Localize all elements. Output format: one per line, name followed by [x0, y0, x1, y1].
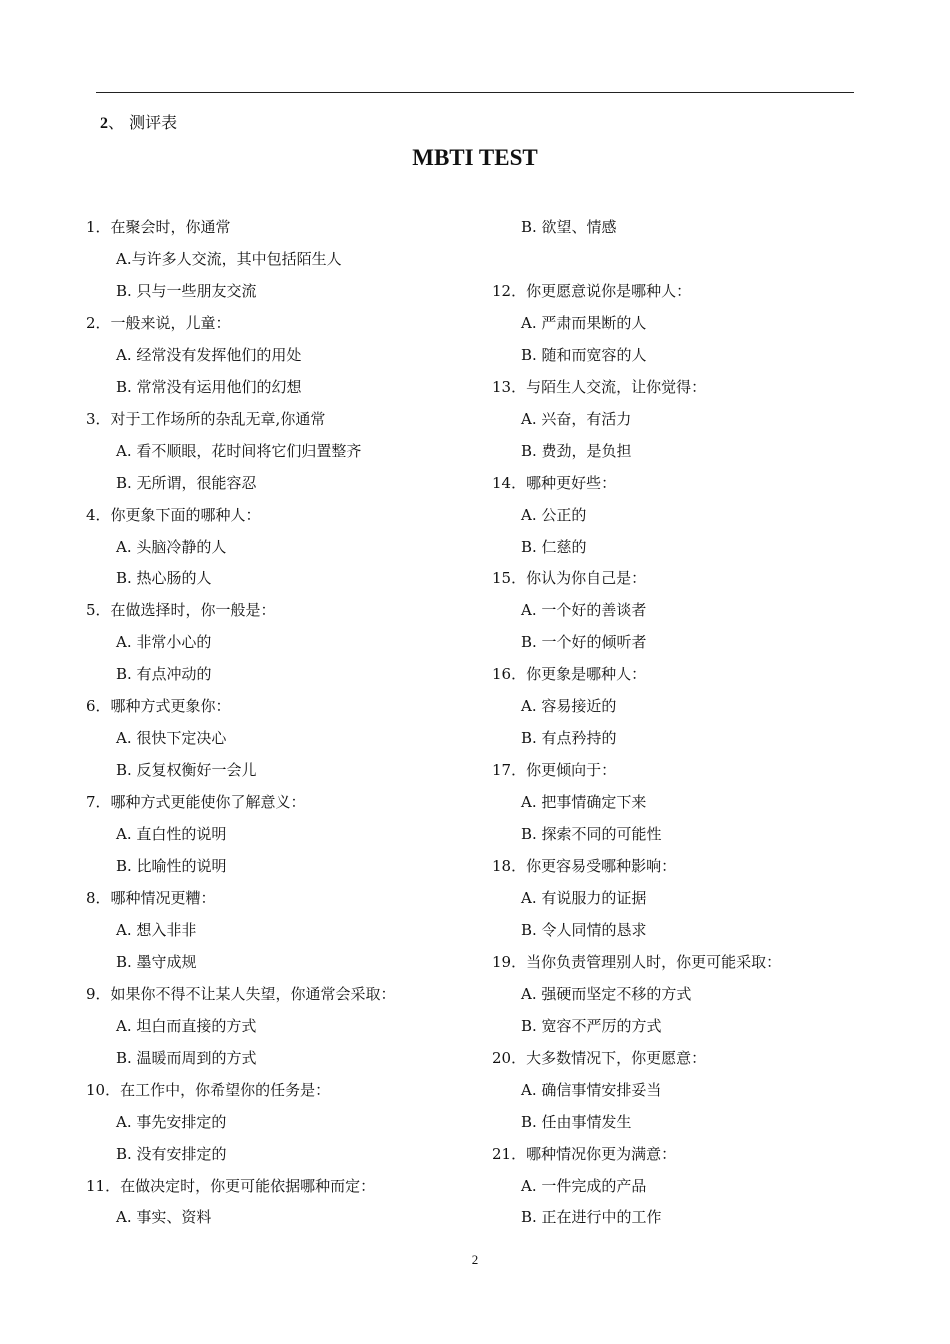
question-text: 3．对于工作场所的杂乱无章,你通常 — [86, 409, 326, 428]
answer-option: B. 比喻性的说明 — [116, 857, 227, 875]
question-text: 9．如果你不得不让某人失望，你通常会采取： — [86, 984, 396, 1003]
answer-option: B. 没有安排定的 — [116, 1144, 227, 1163]
answer-option: A. 非常小心的 — [116, 633, 212, 652]
answer-option: A. 经常没有发挥他们的用处 — [116, 345, 302, 364]
question-text: 20．大多数情况下，你更愿意： — [492, 1048, 707, 1067]
page-number: 2 — [471, 1252, 479, 1267]
answer-option: A. 事先安排定的 — [116, 1112, 227, 1131]
section-heading-text: 测评表 — [124, 113, 178, 132]
question-text: 7．哪种方式更能使你了解意义： — [86, 793, 306, 812]
answer-option: B. 欲望、情感 — [521, 218, 617, 236]
question-text: 1．在聚会时，你通常 — [86, 218, 231, 236]
section-heading — [100, 112, 177, 135]
question-text: 10．在工作中，你希望你的任务是： — [86, 1080, 331, 1099]
answer-option: A. 一个好的善谈者 — [521, 601, 647, 620]
question-text: 15．你认为你自己是： — [492, 569, 647, 588]
section-number: 2 — [100, 115, 108, 132]
answer-option: B. 反复权衡好一会儿 — [116, 761, 257, 780]
answer-option: B. 只与一些朋友交流 — [116, 281, 257, 300]
question-text: 17．你更倾向于： — [492, 761, 617, 780]
answer-option: B. 热心肠的人 — [116, 569, 212, 588]
answer-option: B. 墨守成规 — [116, 952, 197, 971]
question-text: 5．在做选择时，你一般是： — [86, 601, 276, 620]
answer-option: A. 有说服力的证据 — [521, 888, 647, 907]
question-text: 2．一般来说，儿童： — [86, 313, 231, 332]
question-text: 12．你更愿意说你是哪种人： — [492, 281, 692, 300]
answer-option: B. 费劲，是负担 — [521, 441, 632, 460]
document-title: MBTI TEST — [412, 145, 538, 170]
answer-option: A. 一件完成的产品 — [521, 1176, 647, 1195]
answer-option: A. 强硬而坚定不移的方式 — [521, 984, 692, 1003]
question-text: 16．你更象是哪种人： — [492, 665, 647, 684]
answer-option: A. 头脑冷静的人 — [116, 537, 227, 556]
answer-option: A. 坦白而直接的方式 — [116, 1016, 257, 1035]
answer-option: A. 兴奋，有活力 — [521, 409, 632, 428]
answer-option: B. 无所谓，很能容忍 — [116, 473, 257, 492]
answer-option: B. 正在进行中的工作 — [521, 1208, 662, 1227]
answer-option: A. 直白性的说明 — [116, 825, 227, 844]
answer-option: A. 把事情确定下来 — [521, 793, 647, 812]
answer-option: B. 令人同情的恳求 — [521, 920, 647, 939]
answer-option: B. 探索不同的可能性 — [521, 825, 662, 844]
answer-option: A. 很快下定决心 — [116, 729, 227, 748]
question-text: 8．哪种情况更糟： — [86, 888, 216, 907]
question-text: 4．你更象下面的哪种人： — [86, 505, 261, 524]
answer-option: A. 事实、资料 — [116, 1208, 212, 1227]
answer-option: A.与许多人交流，其中包括陌生人 — [116, 249, 342, 268]
question-text: 6．哪种方式更象你： — [86, 697, 231, 716]
answer-option: B. 任由事情发生 — [521, 1112, 632, 1131]
header-rule — [96, 92, 854, 93]
answer-option: B. 温暖而周到的方式 — [116, 1048, 257, 1067]
section-separator: 、 — [108, 113, 125, 132]
answer-option: B. 一个好的倾听者 — [521, 633, 647, 652]
answer-option: B. 有点矜持的 — [521, 729, 617, 748]
answer-option: B. 有点冲动的 — [116, 665, 212, 684]
answer-option: A. 容易接近的 — [521, 697, 617, 716]
question-text: 19．当你负责管理别人时，你更可能采取： — [492, 952, 782, 971]
answer-option: B. 宽容不严厉的方式 — [521, 1016, 662, 1035]
answer-option: B. 仁慈的 — [521, 537, 587, 556]
question-text: 18．你更容易受哪种影响： — [492, 857, 677, 875]
answer-option: A. 看不顺眼，花时间将它们归置整齐 — [116, 441, 362, 460]
question-text: 21．哪种情况你更为满意： — [492, 1144, 677, 1163]
answer-option: B. 常常没有运用他们的幻想 — [116, 377, 302, 396]
answer-option: A. 公正的 — [521, 505, 587, 524]
question-text: 14．哪种更好些： — [492, 473, 617, 492]
answer-option: A. 严肃而果断的人 — [521, 313, 647, 332]
question-text: 11．在做决定时，你更可能依据哪种而定： — [86, 1176, 376, 1195]
question-text: 13．与陌生人交流，让你觉得： — [492, 377, 707, 396]
answer-option: A. 想入非非 — [116, 920, 197, 939]
answer-option: B. 随和而宽容的人 — [521, 345, 647, 364]
answer-option: A. 确信事情安排妥当 — [521, 1080, 662, 1099]
